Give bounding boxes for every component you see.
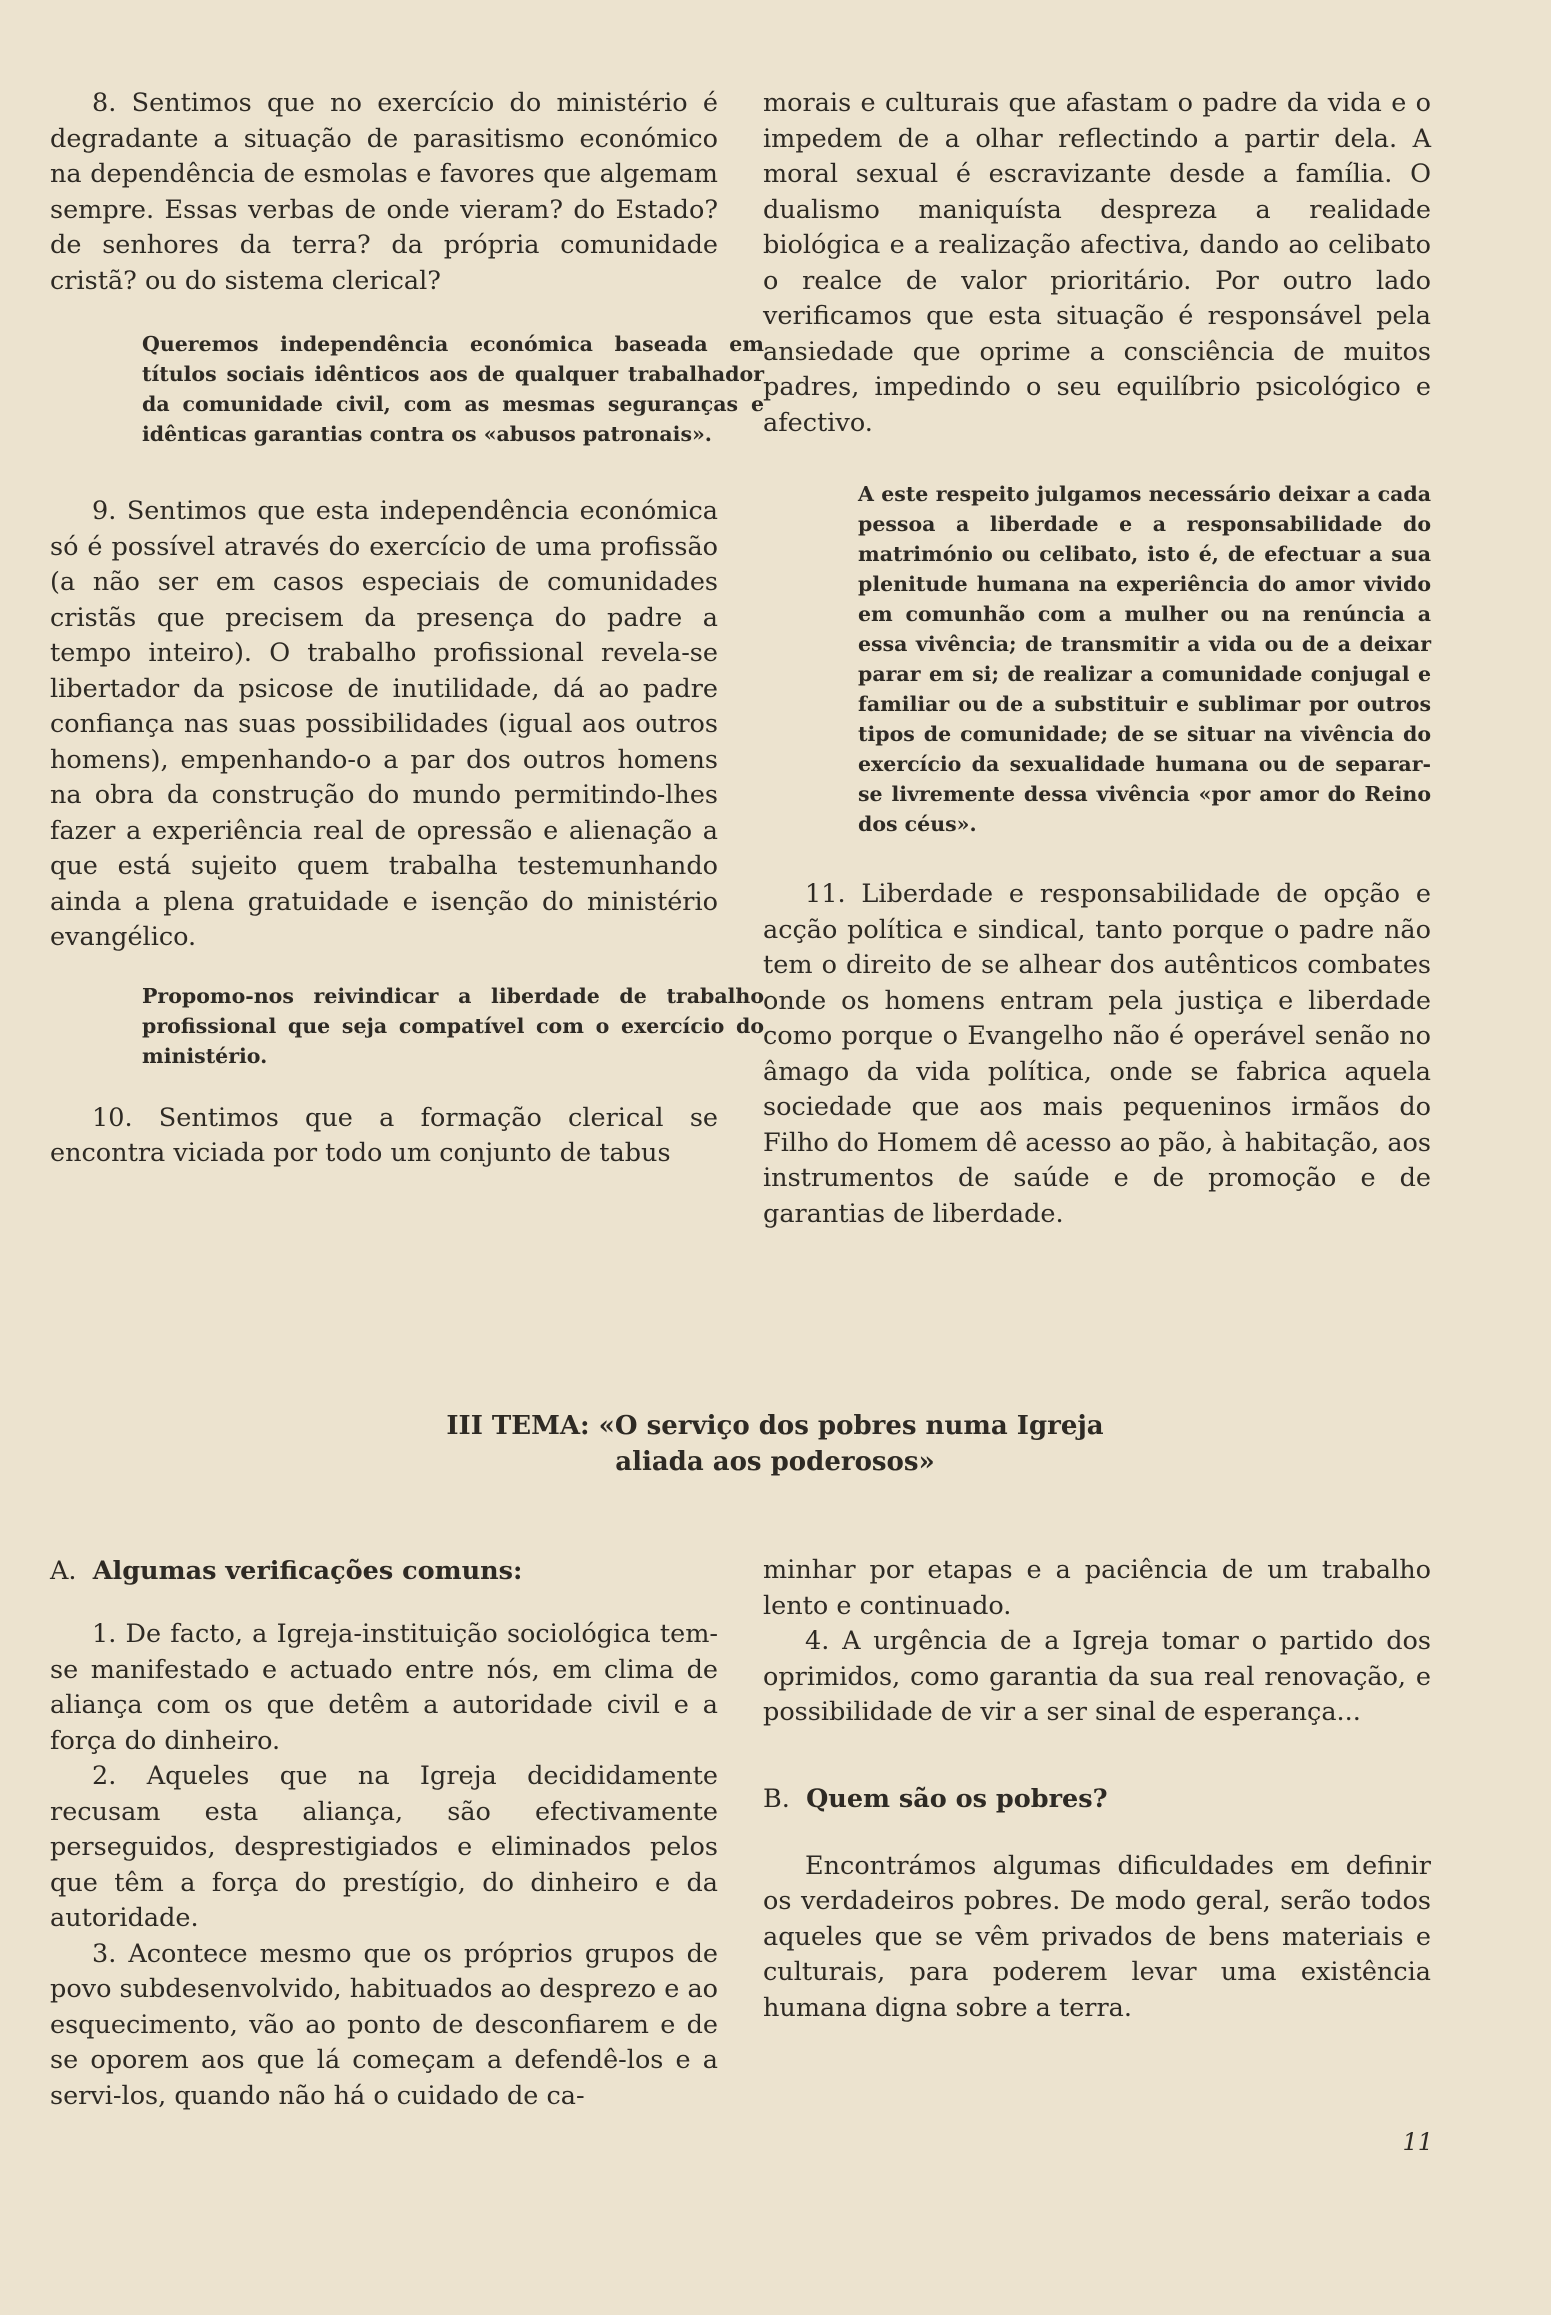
section-a-heading: [50, 1553, 718, 1589]
section-a-item-2: 2. Aqueles que na Igreja decididamente recusam esta aliança, são efectivamente perseguidos, desprestigiados e eliminados pelos que têm a força do prestígio, do dinheiro e da autoridade.: [50, 1761, 718, 1933]
paragraph-10: 10. Sentimos que a formação clerical se encontra viciada por todo um conjunto de tabus: [50, 1102, 718, 1168]
section-a-label: A.: [50, 1556, 77, 1586]
page-number: 11: [1402, 2128, 1433, 2156]
note-10: A este respeito julgamos necessário deixar a cada pessoa a liberdade e a responsabilidade do matrimónio ou celibato, isto é, de efectuar a sua plenitude humana na experiência do amor vivido em comunhão com a mulher ou na renúncia a essa vivência; de transmitir a vida ou de a deixar parar em si; de realizar a comunidade conjugal e familiar ou de a substituir e sublimar por outros tipos de comunidade; de se situar na vivência do exercício da sexualidade humana ou de separar-se livremente dessa vivência «por amor do Reino dos céus».: [858, 482, 1431, 836]
note-9: Propomo-nos reivindicar a liberdade de trabalho profissional que seja compatível com o exercício do ministério.: [142, 983, 764, 1068]
section-a-item-4: 4. A urgência de a Igreja tomar o partido dos oprimidos, como garantia da sua real renovação, e possibilidade de vir a ser sinal de esperança...: [763, 1626, 1431, 1727]
right-column-top: [763, 86, 1431, 1232]
left-column-bottom: [50, 1553, 718, 2114]
left-column-top: [50, 86, 764, 1172]
section-b-label: B.: [763, 1783, 790, 1814]
section-b-text: Encontrámos algumas dificuldades em definir os verdadeiros pobres. De modo geral, serão todos aqueles que se vêm privados de bens materiais e culturais, para poderem levar uma existência humana digna sobre a terra.: [763, 1850, 1431, 2023]
theme-line-1: III TEMA: «O serviço dos pobres numa Igreja: [446, 1411, 1104, 1441]
paragraph-11: 11. Liberdade e responsabilidade de opção e acção política e sindical, tanto porque o padre não tem o direito de se alhear dos autênticos combates onde os homens entram pela justiça e liberdade como porque o Evangelho não é operável senão no âmago da vida política, onde se fabrica aquela sociedade que aos mais pequeninos irmãos do Filho do Homem dê acesso ao pão, à habitação, aos instrumentos de saúde e de promoção e de garantias de liberdade.: [763, 879, 1431, 1229]
section-b-heading: [763, 1781, 1431, 1817]
section-a-item-1: 1. De facto, a Igreja-instituição sociológica tem-se manifestado e actuado entre nós, em clima de aliança com os que detêm a autoridade civil e a força do dinheiro.: [50, 1619, 718, 1756]
paragraph-10-continued: morais e culturais que afastam o padre da vida e o impedem de a olhar reflectindo a partir dela. A moral sexual é escravizante desde a família. O dualismo maniquísta despreza a realidade biológica e a realização afectiva, dando ao celibato o realce de valor prioritário. Por outro lado verificamos que esta situação é responsável pela ansiedade que oprime a consciência de muitos padres, impedindo o seu equilíbrio psicológico e afectivo.: [763, 88, 1431, 438]
section-a-title: Algumas verificações comuns:: [92, 1556, 523, 1586]
section-a-item-3: 3. Acontece mesmo que os próprios grupos de povo subdesenvolvido, habituados ao desprezo e ao esquecimento, vão ao ponto de desconfiarem e de se oporem aos que lá começam a defendê-los e a servi-los, quando não há o cuidado de ca-: [50, 1938, 719, 2111]
section-b-title: Quem são os pobres?: [806, 1783, 1108, 1814]
paragraph-9: 9. Sentimos que esta independência económica só é possível através do exercício de uma profissão (a não ser em casos especiais de comunidades cristãs que precisem da presença do padre a tempo inteiro). O trabalho profissional revela-se libertador da psicose de inutilidade, dá ao padre confiança nas suas possibilidades (igual aos outros homens), empenhando-o a par dos outros homens na obra da construção do mundo permitindo-lhes fazer a experiência real de opressão e alienação a que está sujeito quem trabalha testemunhando ainda a plena gratuidade e isenção do ministério evangélico.: [50, 496, 718, 952]
section-a-item-3-continued: minhar por etapas e a paciência de um trabalho lento e continuado.: [763, 1555, 1431, 1621]
right-column-bottom: [763, 1553, 1431, 2026]
theme-line-2: aliada aos poderosos»: [615, 1447, 935, 1477]
note-8: Queremos independência económica baseada em títulos sociais idênticos aos de qualquer trabalhador da comunidade civil, com as mesmas seguranças e idênticas garantias contra os «abusos patronais».: [142, 332, 764, 446]
theme-heading: [300, 1408, 1250, 1480]
paragraph-8: 8. Sentimos que no exercício do ministério é degradante a situação de parasitismo económico na dependência de esmolas e favores que algemam sempre. Essas verbas de onde vieram? do Estado? de senhores da terra? da própria comunidade cristã? ou do sistema clerical?: [50, 88, 718, 296]
